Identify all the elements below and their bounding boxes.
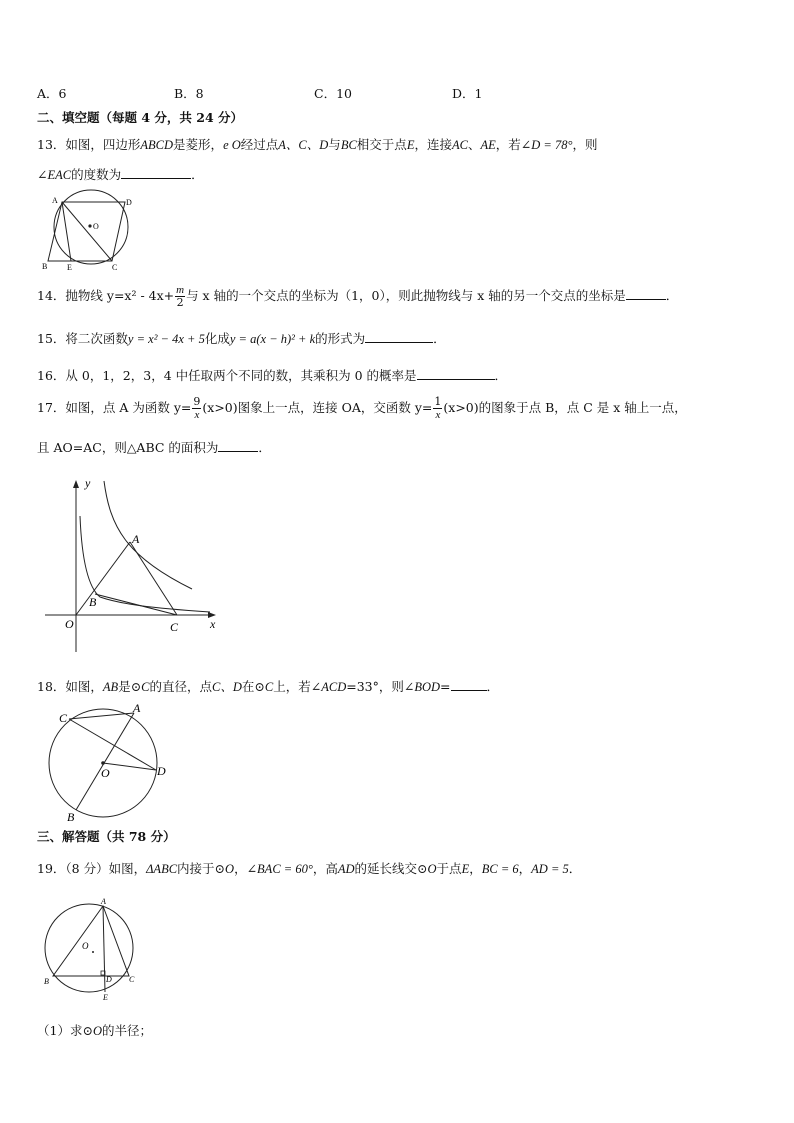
label-b: B	[42, 262, 48, 271]
label-c: C	[129, 975, 135, 984]
triangle-abc	[53, 906, 129, 976]
altitude-ae	[103, 906, 105, 992]
label-o: O	[93, 222, 99, 231]
q19-part1: （1）求⊙O的半径；	[37, 1023, 152, 1038]
segment-ac	[130, 542, 177, 615]
q13-line2: ∠EAC的度数为 ．	[37, 167, 204, 182]
choice-d: D．1	[452, 86, 483, 101]
q17-line2: 且 AO=AC，则△ABC 的面积为 ．	[37, 440, 271, 455]
q18-figure	[45, 700, 175, 825]
center-o	[101, 761, 105, 765]
label-c: C	[170, 620, 179, 634]
label-a: A	[132, 532, 140, 546]
label-o: O	[82, 941, 89, 951]
center-o	[88, 224, 91, 227]
curve-1-over-x	[80, 516, 210, 612]
answer-blank	[451, 678, 487, 691]
fraction-9-over-x: $\frac{9}{x}$	[193, 395, 201, 421]
fraction-1-over-x: $\frac{1}{x}$	[434, 395, 442, 421]
choice-c: C．10	[314, 86, 352, 101]
segment-oa	[76, 542, 130, 615]
answer-blank	[626, 287, 666, 300]
label-a: A	[101, 897, 106, 906]
section-3-title: 三、解答题（共 78 分）	[37, 829, 176, 844]
q13-line1: 13．如图，四边形ABCD是菱形，e O经过点A、C、D与BC相交于点E，连接AC、AE，若∠D = 78°，则	[37, 137, 598, 152]
label-y: y	[85, 476, 91, 490]
label-o: O	[101, 766, 110, 780]
label-c: C	[112, 263, 118, 272]
choice-b: B．8	[174, 86, 204, 101]
circle-o	[45, 904, 133, 992]
y-axis-arrow	[73, 480, 79, 488]
label-d: D	[126, 198, 132, 207]
label-b: B	[67, 810, 75, 824]
label-x: x	[210, 617, 216, 631]
q17-figure	[40, 476, 225, 656]
label-d: D	[106, 975, 112, 984]
answer-blank	[417, 367, 495, 380]
q16: 16．从 0，1，2，3，4 中任取两个不同的数，其乘积为 0 的概率是 ．	[37, 368, 508, 383]
label-e: E	[67, 263, 72, 272]
label-b: B	[44, 977, 49, 986]
segment-od	[103, 763, 156, 770]
label-a: A	[52, 196, 58, 205]
label-a: A	[133, 701, 141, 715]
section-2-title: 二、填空题（每题 4 分，共 24 分）	[37, 110, 244, 125]
q18: 18．如图，AB是⊙C的直径，点C、D在⊙C上，若∠ACD=33°，则∠BOD= ．	[37, 679, 500, 694]
label-e: E	[103, 993, 108, 1002]
q19: 19．（8 分）如图，ΔABC内接于⊙O，∠BAC = 60°，高AD的延长线交⊙O于点E，BC = 6，AD = 5．	[37, 861, 582, 876]
label-c: C	[59, 711, 68, 725]
answer-blank	[121, 166, 191, 179]
q17-line1: 17．如图，点 A 为函数 y= $\frac{9}{x}$ (x>0)图象上一点，连接 OA，交函数 y= $\frac{1}{x}$ (x>0)的图象于点 B，点 C 是 x 轴上一点，	[37, 395, 687, 421]
label-o: O	[65, 617, 74, 631]
q15: 15．将二次函数y = x² − 4x + 5化成y = a(x − h)² + k的形式为 ．	[37, 331, 446, 346]
segment-ca	[69, 713, 134, 719]
answer-blank	[218, 439, 258, 452]
choice-a: A．6	[37, 86, 67, 101]
curve-9-over-x	[104, 481, 192, 589]
fraction-m-over-2: $\frac{m}{2}$	[176, 284, 185, 309]
segment-bc	[95, 594, 177, 615]
diameter-ab	[76, 713, 134, 810]
label-d: D	[157, 764, 166, 778]
answer-blank	[365, 330, 433, 343]
q14: 14．抛物线 y=x² - 4x+ $\frac{m}{2}$ 与 x 轴的一个交点的坐标为（1，0），则此抛物线与 x 轴的另一个交点的坐标是 ．	[37, 284, 679, 309]
q19-figure	[40, 898, 140, 1003]
q13-figure	[38, 193, 133, 273]
center-o	[92, 951, 94, 953]
label-b: B	[89, 595, 97, 609]
